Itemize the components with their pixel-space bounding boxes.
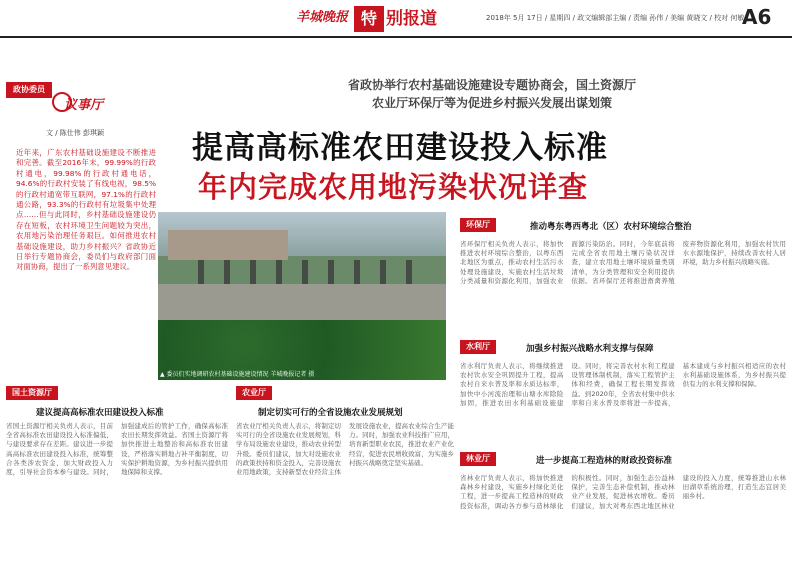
article-agri-title: 制定切实可行的全省设施农业发展规划 [258,408,403,418]
article-env-body: 省环保厅相关负责人表示，将加快推进农村环境综合整治，以粤东西北地区为重点，推动农村生活污水处理设施建设，实施农村生活垃圾分类减量和资源化利用，加强农业面源污染防治。同时，今年底前将完成全省农用地土壤污染状况详查，建立农用地土壤环境质量类别清单，为分类管理和安全利用提供依据。省环保厅还将推进畜禽养殖废弃物资源化利用，加强农村饮用水水源地保护，持续改善农村人居环境，助力乡村振兴战略实施。 [460,240,786,285]
article-water [460,340,786,440]
article-agri-tag: 农业厅 [236,386,272,400]
page-number: A6 [742,5,772,29]
pre-headline-line-1: 省政协举行农村基础设施建设专题协商会，国土资源厅 [347,78,636,92]
byline: 文 / 陈仕伟 彭琪颖 [46,129,105,137]
article-water-title: 加强乡村振兴战略水利支撑与保障 [526,344,654,354]
article-water-tag: 水利厅 [460,340,496,354]
photo-caption: ▲ 委员们实地调研农村基础设施建设情况 羊城晚报记者 摄 [160,371,315,378]
header-divider [0,36,792,38]
article-forestry-body: 省林业厅负责人表示，将加快推进森林乡村建设，实施乡村绿化美化工程，进一步提高工程造林的财政投资标准，调动各方参与造林绿化的积极性。同时，加强生态公益林保护，完善生态补偿机制，推动林业产业发展，促进林农增收。委员们建议，加大对粤东西北地区林业建设的投入力度，统筹推进山水林田湖草系统治理，打造生态宜居美丽乡村。 [460,474,786,510]
article-land-body: 省国土资源厅相关负责人表示，目前全省高标准农田建设投入标准偏低，与建设要求存在差距。建议进一步提高高标准农田建设投入标准，统筹整合各类涉农资金，加大财政投入力度，引导社会资本参与建设。同时，加强建成后的管护工作，确保高标准农田长期发挥效益。省国土资源厅将加快推进土地整治和高标准农田建设，严格落实耕地占补平衡制度，切实保护耕地资源，为乡村振兴提供用地保障和支撑。 [6,422,228,477]
sub-headline: 年内完成农用地污染状况详查 [198,170,589,204]
article-land-title: 建议提高高标准农田建设投入标准 [36,408,164,418]
article-env-head [460,218,786,234]
article-forestry-title: 进一步提高工程造林的财政投资标准 [536,456,673,466]
masthead [0,0,792,44]
pre-headline-line-2: 农业厅环保厅等为促进乡村振兴发展出谋划策 [371,96,612,110]
column-intro-text: 近年来，广东农村基础设施建设不断推进和完善。截至2016年末，99.99%的行政村通电，99.98%的行政村通电话，94.6%的行政村安装了有线电视，98.5%的行政村通宽带互联网，97.1%的行政村通公路，93.3%的行政村有垃圾集中处理点……但与此同时，乡村基础设施建设仍存在短板，农村环境卫生问题较为突出，农用地污染治理任务艰巨。如何推进农村基础设施建设，助力乡村振兴？省政协近日举行专题协商会，委员们与政府部门面对面协商，提出了一系列意见建议。 [16,148,156,272]
column-sidebar [6,72,156,372]
news-photo [158,212,446,380]
photo-wall [158,284,446,320]
article-forestry-tag: 林业厅 [460,452,496,466]
column-badge: 政协委员 [6,82,52,98]
pre-headline [282,76,702,112]
section-flag [354,4,464,34]
section-flag-text: 别报道 [386,9,437,29]
article-water-head [460,340,786,356]
photo-houses [168,230,288,260]
article-env-tag: 环保厅 [460,218,496,232]
article-land [6,386,228,568]
article-agri [236,386,454,568]
newspaper-logo: 羊城晚报 [296,10,349,25]
article-agri-head [236,386,454,402]
article-land-head [6,386,228,402]
main-headline: 提高高标准农田建设投入标准 [192,130,608,166]
article-land-tag: 国土资源厅 [6,386,58,400]
dateline: 2018年 5月 17日 / 星期四 / 政文编辑部主编 / 责编 孙伟 / 美编 黄晓文 / 校对 何敏 [486,14,745,22]
article-forestry-head [460,452,786,468]
section-flag-box: 特 [354,6,384,32]
article-agri-body: 省农业厅相关负责人表示，将制定切实可行的全省设施农业发展规划，科学布局设施农业建设，推动农业转型升级。委员们建议，加大对设施农业的政策扶持和资金投入，完善设施农业用地政策，支持新型农业经营主体发展设施农业，提高农业综合生产能力。同时，加强农业科技推广应用，培育新型职业农民，推进农业产业化经营，促进农民增收致富，为实施乡村振兴战略奠定坚实基础。 [236,422,454,477]
article-water-body: 省水利厅负责人表示，将继续推进农村饮水安全巩固提升工程，提高农村自来水普及率和水质达标率，加快中小河流治理和山塘水库除险加固，推进农田水利基础设施建设。同时，将完善农村水利工程建设管理体制机制，落实工程管护主体和经费，确保工程长期发挥效益。到2020年，全省农村集中供水率和自来水普及率将进一步提高，基本建成与乡村振兴相适应的农村水利基础设施体系，为乡村振兴提供有力的水利支撑和保障。 [460,362,786,407]
article-env [460,218,786,328]
article-forestry [460,452,786,568]
column-title: 议事厅 [64,98,104,113]
article-env-title: 推动粤东粤西粤北（区）农村环境综合整治 [530,222,692,232]
